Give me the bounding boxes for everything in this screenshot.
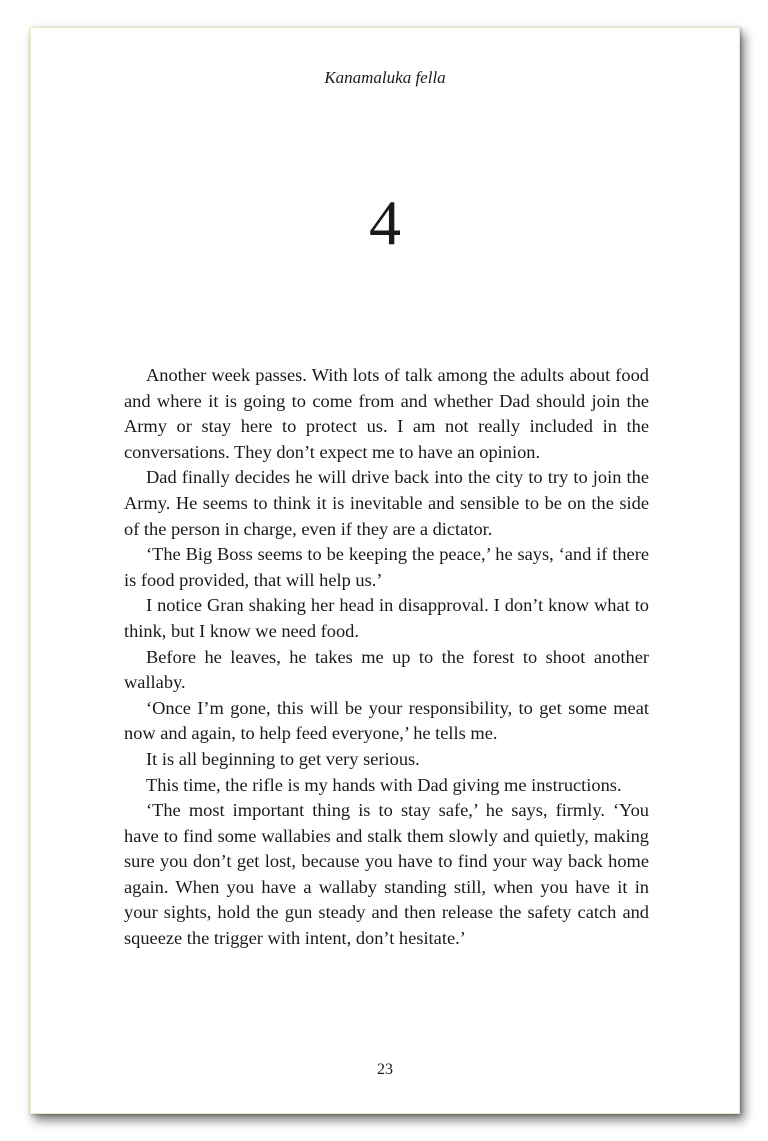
page-number: 23: [377, 1061, 393, 1078]
paragraph: It is all beginning to get very serious.: [146, 748, 420, 769]
paragraph: ‘The Big Boss seems to be keeping the peace,’ he says, ‘and if there is food provided, that will help us.’: [124, 544, 649, 590]
paragraph: Another week passes. With lots of talk among the adults about food and where it is going to come from and whether Dad should join the Army or stay here to protect us. I am not really included in the conversations. They don’t expect me to have an opinion.: [124, 365, 649, 462]
paragraph: This time, the rifle is my hands with Dad giving me instructions.: [146, 774, 622, 795]
paragraph: I notice Gran shaking her head in disapproval. I don’t know what to think, but I know we need food.: [124, 595, 649, 641]
paragraph: ‘The most important thing is to stay safe,’ he says, firmly. ‘You have to find some wallabies and stalk them slowly and quietly, making sure you don’t get lost, because you have to find your way back home again. When you have a wallaby standing still, when you have it in your sights, hold the gun steady and then release the safety catch and squeeze the trigger with intent, don’t hesitate.’: [124, 800, 649, 949]
book-page: [30, 27, 740, 1114]
body-text: [124, 363, 649, 952]
paragraph: ‘Once I’m gone, this will be your responsibility, to get some meat now and again, to help feed everyone,’ he tells me.: [124, 697, 649, 744]
chapter-number: 4: [369, 187, 401, 258]
paragraph: Before he leaves, he takes me up to the forest to shoot another wallaby.: [124, 646, 649, 693]
running-head: Kanamaluka fella: [324, 68, 446, 87]
paragraph: Dad finally decides he will drive back into the city to try to join the Army. He seems to think it is inevitable and sensible to be on the side of the person in charge, even if they are a dictator.: [124, 467, 649, 539]
